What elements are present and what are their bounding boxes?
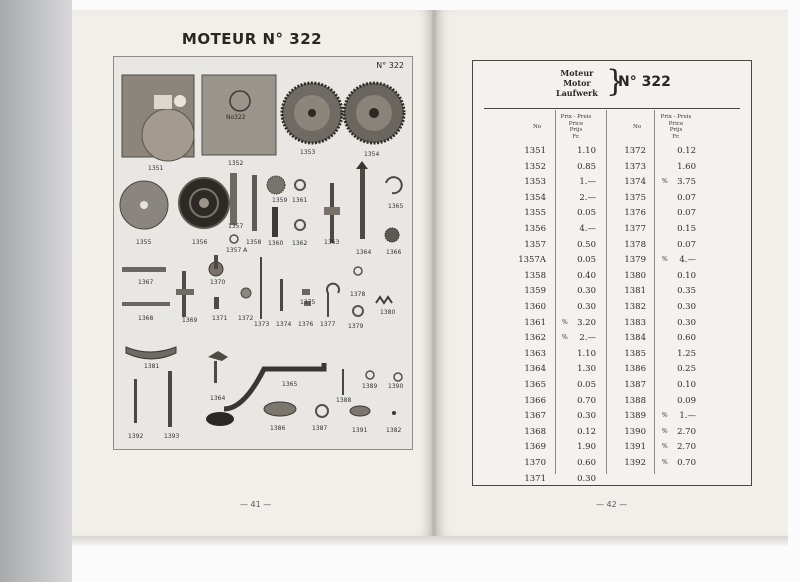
page-bottom-shadow (72, 536, 788, 546)
part-label: 1389 (362, 383, 378, 390)
part-label: 1371 (212, 315, 228, 322)
table-cell-part-number: 1358 (524, 270, 546, 281)
table-cell-price: 1.10 (577, 146, 596, 156)
part-label: 1370 (210, 279, 226, 286)
table-cell-part-number: 1357 (524, 239, 546, 250)
col-header-price-right (648, 114, 704, 140)
part-label: 1362 (292, 240, 308, 247)
table-cell-price: 0.09 (677, 395, 696, 406)
table-cell-part-number: 1376 (624, 208, 646, 219)
table-cell-per-hundred: % (662, 443, 668, 451)
table-cell-part-number: 1379 (624, 255, 646, 266)
col-header-price-line: Price (568, 120, 584, 127)
table-cell-part-number: 1375 (624, 192, 646, 203)
column-divider (654, 110, 655, 474)
part-label: 1391 (352, 427, 368, 434)
blade-1392-image (134, 379, 137, 423)
parts-photo-plate (113, 56, 413, 450)
table-cell-price: 0.15 (677, 224, 696, 234)
table-cell-part-number: 1390 (624, 426, 646, 437)
table-cell-per-hundred: % (662, 459, 668, 466)
table-cell-price: 0.12 (577, 426, 596, 437)
pin-1374-image (280, 279, 283, 311)
header-word-french: Moteur (560, 68, 594, 78)
blade-1393-image (168, 371, 172, 427)
part-label: 1363 (324, 239, 340, 246)
table-cell-price: 0.30 (677, 302, 696, 312)
table-cell-price: 0.05 (577, 380, 596, 390)
part-label: 1379 (348, 323, 364, 330)
table-cell-part-number: 1362 (524, 333, 546, 344)
table-cell-part-number: 1392 (624, 458, 646, 468)
header-words (556, 68, 598, 98)
table-cell-price: 4.— (579, 224, 596, 234)
table-cell-part-number: 1367 (524, 411, 546, 422)
table-cell-price: 0.30 (577, 302, 596, 312)
table-cell-part-number: 1370 (524, 458, 546, 468)
right-page-folio: — 42 — (596, 500, 628, 509)
table-cell-per-hundred: % (662, 178, 668, 186)
col-header-price-line: Prijs (569, 127, 583, 133)
table-cell-part-number: 1361 (524, 317, 546, 328)
part-label: 1393 (164, 433, 180, 440)
shaft-1357-image (230, 173, 237, 225)
part-label: 1357 (228, 223, 244, 230)
header-word-dutch: Motor (563, 78, 591, 88)
part-label: 1376 (298, 321, 314, 328)
table-cell-price: 2.— (579, 333, 596, 344)
col-header-price-line: Prix - Preis (560, 114, 592, 120)
table-cell-part-number: 1378 (624, 239, 646, 250)
table-cell-price: 1.— (679, 411, 696, 422)
table-cell-part-number: 1391 (624, 442, 646, 453)
table-cell-part-number: 1353 (524, 177, 546, 188)
shaft-1364-image (360, 169, 365, 239)
part-label: 1367 (138, 279, 154, 286)
left-page-folio: — 41 — (240, 500, 272, 509)
table-cell-price: 1.60 (677, 161, 696, 172)
table-cell-part-number: 1359 (524, 286, 546, 297)
table-cell-price: 0.85 (577, 161, 596, 172)
pin-1373-image (260, 257, 262, 319)
part-label: 1390 (388, 383, 404, 390)
part-label: 1365 (388, 203, 404, 210)
part-label: 1378 (350, 291, 366, 298)
table-cell-price: 1.30 (577, 364, 596, 375)
part-label: 1380 (380, 309, 396, 316)
table-cell-price: 0.10 (677, 380, 696, 390)
table-cell-part-number: 1357A (518, 255, 546, 266)
table-cell-part-number: 1385 (624, 348, 646, 359)
part-label: 1392 (128, 433, 144, 440)
table-cell-price: 1.90 (577, 442, 596, 453)
part-label: 1372 (238, 315, 254, 322)
col-header-price-line: Prix - Preis (660, 114, 692, 120)
table-cell-part-number: 1365 (524, 380, 546, 390)
table-cell-part-number: 1374 (624, 177, 646, 188)
photo-reference-number: N° 322 (376, 61, 404, 70)
table-cell-per-hundred: % (662, 427, 668, 435)
table-cell-part-number: 1373 (624, 161, 646, 172)
table-cell-part-number: 1352 (524, 161, 546, 172)
spring-1380-image (376, 297, 392, 303)
table-cell-part-number: 1369 (524, 442, 546, 453)
part-label: 1357 A (226, 247, 248, 254)
table-cell-price: 0.30 (577, 473, 596, 484)
table-cell-part-number: 1364 (524, 364, 546, 375)
table-cell-price: 0.60 (677, 333, 696, 344)
table-cell-part-number: 1368 (524, 426, 546, 437)
table-cell-price: 0.70 (677, 458, 696, 468)
table-cell-price: 2.— (579, 192, 596, 203)
col-header-price-left (548, 114, 604, 140)
part-label: 1354 (364, 151, 380, 158)
table-cell-part-number: 1356 (524, 224, 546, 234)
table-cell-per-hundred: % (662, 412, 668, 420)
table-cell-part-number: 1366 (524, 395, 546, 406)
book-gutter (432, 10, 436, 536)
col-header-price-line: Price (668, 120, 684, 127)
table-cell-part-number: 1363 (524, 348, 546, 359)
part-label: 1359 (272, 197, 288, 204)
table-cell-price: 0.30 (577, 411, 596, 422)
hook-1377-image (327, 284, 339, 317)
part-label: 1366 (386, 249, 402, 256)
table-cell-part-number: 1388 (624, 395, 646, 406)
part-label: 1382 (386, 427, 402, 434)
table-cell-part-number: 1372 (624, 146, 646, 156)
table-cell-price: 0.70 (577, 395, 596, 406)
part-label: 1364 (210, 395, 226, 402)
bracket-1381-image (126, 347, 176, 359)
table-cell-price: 0.30 (677, 317, 696, 328)
plate-1386-image (264, 402, 296, 416)
col-header-price-line: Fr. (572, 133, 580, 140)
rod-1367-image (122, 267, 166, 272)
table-cell-part-number: 1384 (624, 333, 646, 344)
table-cell-part-number: 1383 (624, 317, 646, 328)
table-cell-price: 2.70 (677, 442, 696, 453)
left-page-title: MOTEUR N° 322 (181, 30, 323, 48)
part-label: 1369 (182, 317, 198, 324)
table-cell-price: 1.25 (677, 348, 696, 359)
table-cell-price: 3.75 (677, 177, 696, 188)
table-cell-part-number: 1380 (624, 270, 646, 281)
table-cell-part-number: 1377 (624, 224, 646, 234)
part-label: 1365 (282, 381, 298, 388)
table-cell-price: 4.— (679, 255, 696, 266)
svg-text:No322: No322 (226, 114, 246, 121)
table-cell-part-number: 1360 (524, 302, 546, 312)
table-cell-part-number: 1387 (624, 380, 646, 390)
header-rule (484, 108, 740, 109)
column-divider (606, 110, 607, 474)
part-label: 1388 (336, 397, 352, 404)
table-cell-price: 1.— (579, 177, 596, 188)
table-cell-price: 0.07 (677, 208, 696, 219)
scanner-edge-strip (0, 0, 72, 582)
table-cell-part-number: 1351 (524, 146, 546, 156)
table-cell-price: 0.12 (677, 146, 696, 156)
gear-small-image (267, 176, 285, 194)
part-label: 1355 (136, 239, 152, 246)
table-cell-part-number: 1371 (524, 473, 546, 484)
part-label: 1353 (300, 149, 316, 156)
part-label: 1386 (270, 425, 286, 432)
col-header-price-line: Prijs (669, 127, 683, 133)
table-cell-price: 0.05 (577, 255, 596, 266)
table-cell-price: 0.05 (577, 208, 596, 219)
governor-1384-image (208, 351, 228, 361)
part-label: 1387 (312, 425, 328, 432)
price-table-header (548, 64, 671, 100)
table-cell-price: 0.40 (577, 270, 596, 281)
part-label: 1364 (356, 249, 372, 256)
col-header-no-left: No (532, 124, 542, 130)
part-label: 1374 (276, 321, 292, 328)
part-label: 1361 (292, 197, 308, 204)
small-gear-1366-image (385, 228, 399, 242)
table-cell-per-hundred: % (562, 318, 568, 326)
table-cell-part-number: 1382 (624, 302, 646, 312)
table-cell-price: 0.60 (577, 458, 596, 468)
part-label: 1373 (254, 321, 270, 328)
table-cell-price: 1.10 (577, 348, 596, 359)
part-label: 1381 (144, 363, 160, 370)
table-cell-part-number: 1355 (524, 208, 546, 219)
part-label: 1356 (192, 239, 208, 246)
rod-1368-image (122, 302, 170, 306)
table-cell-per-hundred: % (562, 334, 568, 342)
table-cell-price: 0.10 (677, 270, 696, 281)
shaft-1358-image (252, 175, 257, 231)
table-cell-part-number: 1354 (524, 192, 546, 203)
table-cell-per-hundred: % (662, 256, 668, 264)
table-cell-price: 2.70 (677, 426, 696, 437)
part-label: 1360 (268, 240, 284, 247)
header-model-number: N° 322 (618, 74, 671, 90)
col-header-no-right: No (632, 124, 642, 130)
part-label: 1352 (228, 160, 244, 167)
part-label: 1358 (246, 239, 262, 246)
col-header-price-line: Fr. (672, 133, 680, 140)
table-cell-price: 0.07 (677, 239, 696, 250)
part-label: 1368 (138, 315, 154, 322)
table-cell-price: 0.07 (677, 192, 696, 203)
table-cell-price: 0.25 (677, 364, 696, 375)
table-cell-price: 0.30 (577, 286, 596, 297)
table-cell-part-number: 1386 (624, 364, 646, 375)
part-label: 1375 (300, 299, 316, 306)
part-label: 1351 (148, 165, 164, 172)
table-cell-price: 0.50 (577, 239, 596, 250)
table-cell-price: 3.20 (577, 317, 596, 328)
part-label: 1377 (320, 321, 336, 328)
table-cell-price: 0.35 (677, 286, 696, 297)
table-cell-part-number: 1389 (624, 411, 646, 422)
table-cell-part-number: 1381 (624, 286, 646, 297)
header-word-german: Laufwerk (556, 88, 598, 98)
header-brace: } (606, 64, 626, 99)
